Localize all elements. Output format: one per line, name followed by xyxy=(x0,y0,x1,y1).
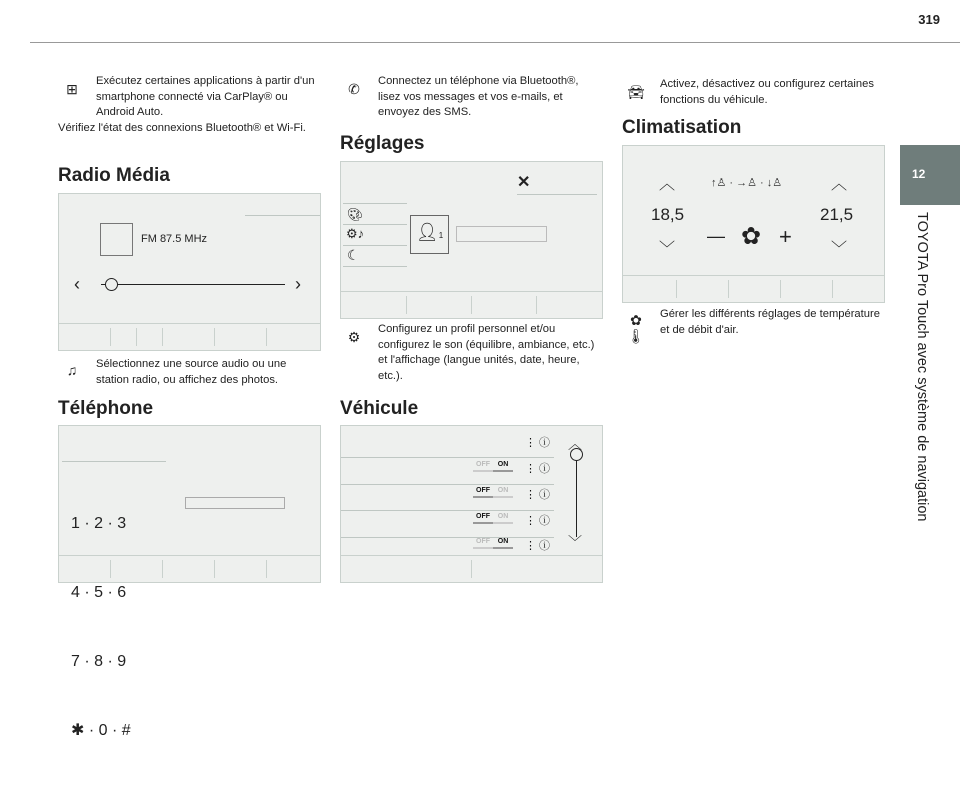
temp-left-up-icon[interactable]: ︿ xyxy=(659,176,676,193)
next-arrow-icon[interactable]: › xyxy=(295,274,301,294)
fan-temperature-icon: ✿🌡︎ xyxy=(627,312,645,344)
radio-heading: Radio Média xyxy=(58,165,170,186)
info-icon[interactable]: ⋮ ⓘ xyxy=(525,540,551,552)
prev-arrow-icon[interactable]: ‹ xyxy=(74,274,80,294)
frequency-slider[interactable] xyxy=(101,284,285,285)
toggle-on[interactable]: ON xyxy=(493,513,513,524)
apps-intro-text: Exécutez certaines applications à partir d'un smartphone connecté via CarPlay® ou Android Auto. xyxy=(96,75,315,118)
toggle-on[interactable]: ON xyxy=(493,487,513,498)
phone-heading: Téléphone xyxy=(58,398,154,419)
toggle-off[interactable]: OFF xyxy=(473,461,493,472)
apps-intro xyxy=(58,74,320,136)
slider-handle[interactable] xyxy=(105,278,118,291)
station-artwork xyxy=(100,223,133,256)
chapter-tab: 12 xyxy=(900,145,960,205)
climate-screen xyxy=(622,145,885,303)
profile-number: 1 xyxy=(438,231,444,240)
phone-screen xyxy=(58,425,321,739)
settings-heading: Réglages xyxy=(340,133,425,154)
phone-intro-text: Connectez un téléphone via Bluetooth®, lisez vos messages et vos e-mails, et envoyez des SMS. xyxy=(378,75,579,118)
fan-plus-icon[interactable]: + xyxy=(779,224,792,249)
toggle-on[interactable]: ON xyxy=(493,461,513,472)
close-icon[interactable]: ✕ xyxy=(517,174,531,191)
apps-grid-icon: ⊞ xyxy=(66,81,78,97)
scrollbar[interactable] xyxy=(576,461,577,537)
profile-button[interactable] xyxy=(410,215,449,254)
temp-left: 18,5 xyxy=(651,205,685,224)
page-number: 319 xyxy=(918,12,940,27)
temp-right-down-icon[interactable]: ﹀ xyxy=(831,241,848,258)
temp-right-up-icon[interactable]: ︿ xyxy=(831,176,848,193)
temp-right: 21,5 xyxy=(820,205,854,224)
radio-desc xyxy=(58,357,320,388)
phone-intro xyxy=(340,74,602,121)
header-divider xyxy=(30,42,960,43)
radio-screen xyxy=(58,193,321,351)
toggle-on[interactable]: ON xyxy=(493,538,513,549)
scroll-up-icon[interactable]: ︿ xyxy=(568,436,582,452)
info-icon[interactable]: ⋮ ⓘ xyxy=(525,437,551,449)
climate-desc xyxy=(622,307,884,344)
toggle-off[interactable]: OFF xyxy=(473,513,493,524)
info-icon[interactable]: ⋮ ⓘ xyxy=(525,463,551,475)
radio-desc-text: Sélectionnez une source audio ou une station radio, ou affichez des photos. xyxy=(96,358,287,386)
toggle-switch[interactable] xyxy=(473,513,513,524)
toggle-switch[interactable] xyxy=(473,538,513,549)
info-icon[interactable]: ⋮ ⓘ xyxy=(525,489,551,501)
toggle-switch[interactable] xyxy=(473,487,513,498)
temp-left-down-icon[interactable]: ﹀ xyxy=(659,241,676,258)
toggle-off[interactable]: OFF xyxy=(473,538,493,549)
music-note-icon: ♫ xyxy=(66,362,78,378)
sound-settings-icon[interactable]: ⚙♪ xyxy=(346,226,365,241)
fan-minus-icon[interactable]: — xyxy=(707,226,725,246)
keypad-row[interactable]: ✱ · 0 · # xyxy=(71,722,131,739)
profile-name-field[interactable] xyxy=(456,226,547,242)
moon-icon[interactable]: ☾ xyxy=(347,247,360,263)
vehicle-intro xyxy=(622,77,884,108)
scrollbar-handle[interactable] xyxy=(570,448,583,461)
climate-heading: Climatisation xyxy=(622,117,742,138)
car-icon: 🚘︎ xyxy=(627,84,645,100)
toggle-off[interactable]: OFF xyxy=(473,487,493,498)
gear-icon: ⚙ xyxy=(347,329,361,345)
radio-station: FM 87.5 MHz xyxy=(141,233,208,245)
air-distribution-icons[interactable]: ↑♙ · →♙ · ↓♙ xyxy=(711,177,783,189)
climate-desc-text: Gérer les différents réglages de température et de débit d'air. xyxy=(660,308,880,336)
info-icon[interactable]: ⋮ ⓘ xyxy=(525,515,551,527)
keypad-row[interactable]: 4 · 5 · 6 xyxy=(71,584,127,601)
phone-icon: ✆ xyxy=(348,81,360,97)
toggle-switch[interactable] xyxy=(473,461,513,472)
keypad[interactable] xyxy=(71,466,131,788)
scroll-down-icon[interactable]: ﹀ xyxy=(568,534,582,550)
vehicle-heading: Véhicule xyxy=(340,398,419,419)
settings-desc xyxy=(340,322,602,384)
keypad-row[interactable]: 7 · 8 · 9 xyxy=(71,653,127,670)
keypad-row[interactable]: 1 · 2 · 3 xyxy=(71,515,127,532)
profile-icon: 👤︎ xyxy=(415,222,439,242)
vehicle-intro-text: Activez, désactivez ou configurez certaines fonctions du véhicule. xyxy=(660,78,874,106)
settings-screen xyxy=(340,161,603,319)
connections-text: Vérifiez l'état des connexions Bluetooth® et Wi-Fi. xyxy=(58,121,306,134)
settings-desc-text: Configurez un profil personnel et/ou configurez le son (équilibre, ambiance, etc.) et l'affichage (langue unités, date, heure, etc.). xyxy=(378,323,595,382)
fan-icon: ✿ xyxy=(741,223,762,250)
vehicle-screen xyxy=(340,425,603,583)
chapter-title: TOYOTA Pro Touch avec système de navigation xyxy=(914,212,930,522)
number-input[interactable] xyxy=(185,497,285,509)
palette-icon[interactable]: 🎨︎ xyxy=(347,207,364,222)
